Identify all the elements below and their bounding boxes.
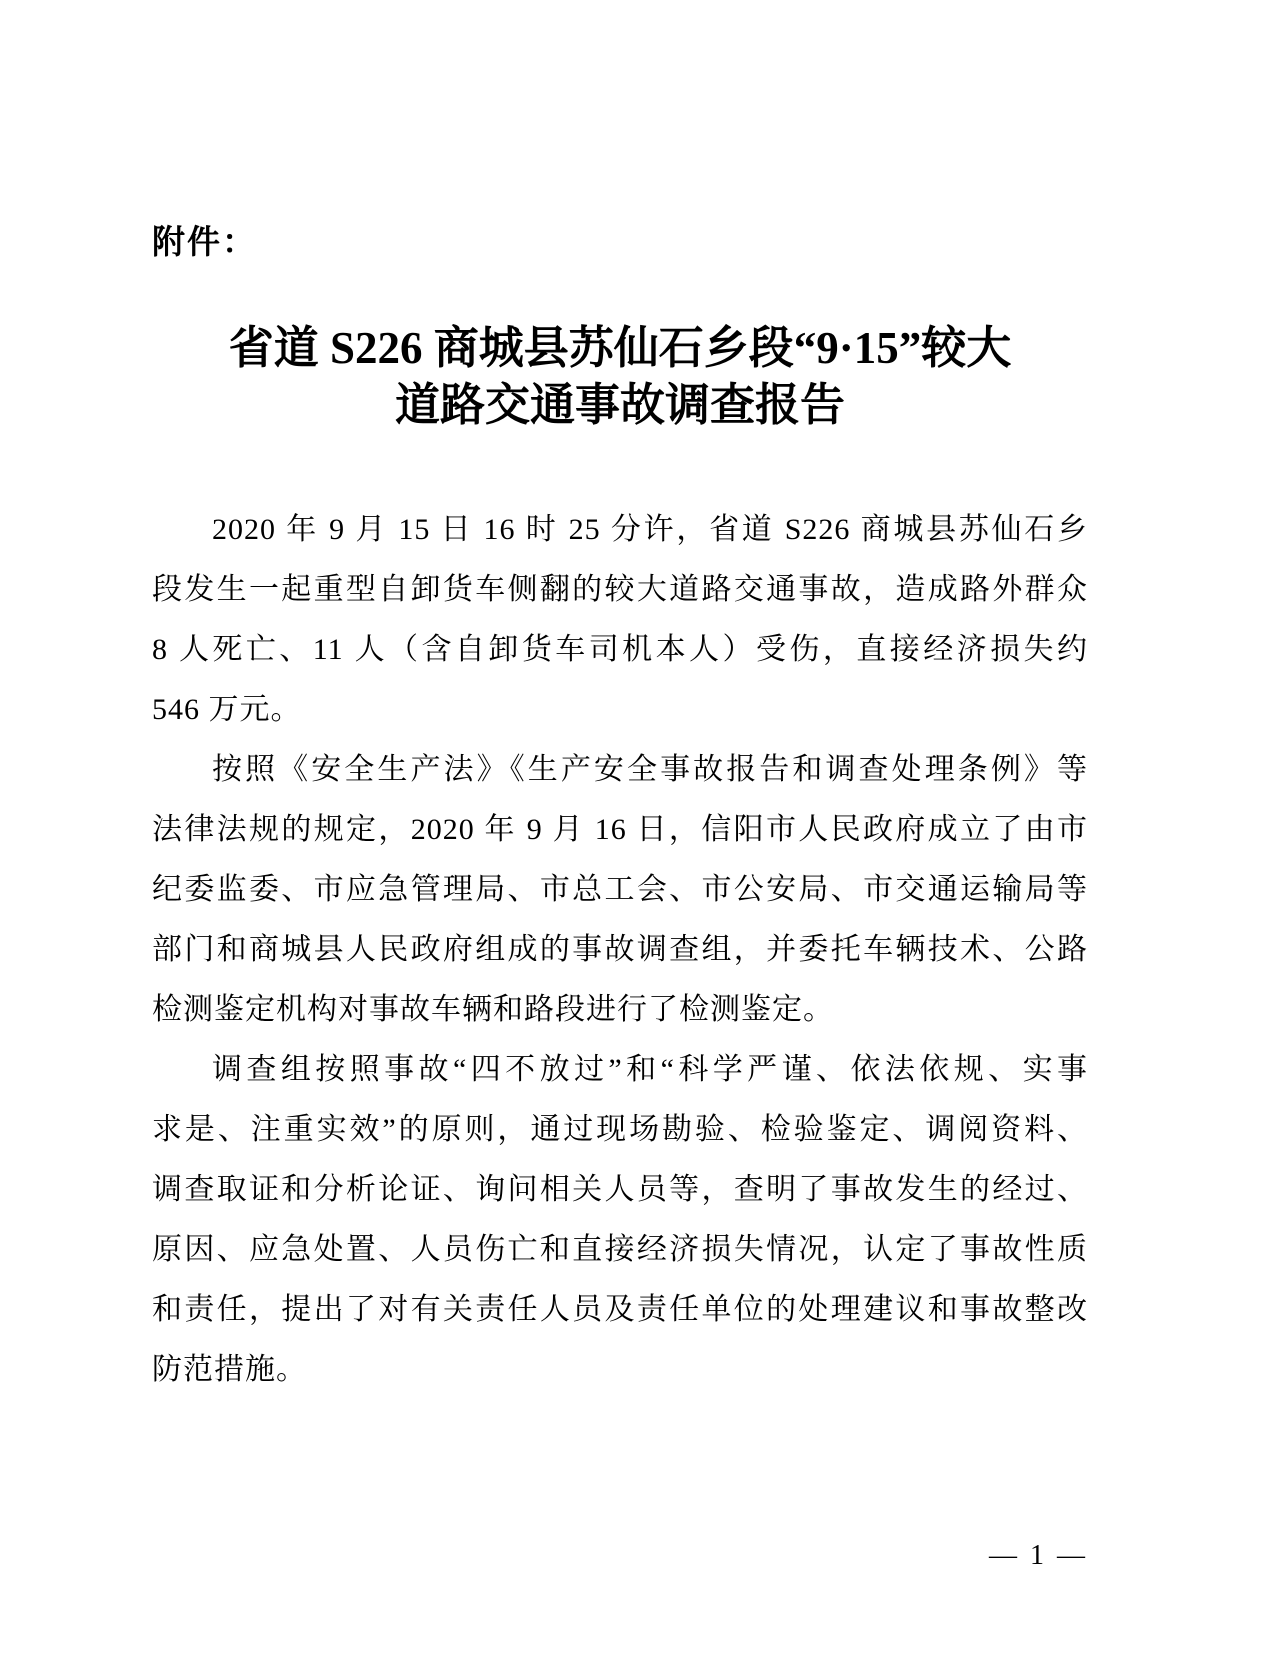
body-line: 纪委监委、市应急管理局、市总工会、市公安局、市交通运输局等 [152,873,1088,906]
document-body [152,500,1088,1400]
page-number: — 1 — [989,1540,1088,1571]
body-line: 调查组按照事故“四不放过”和“科学严谨、依法依规、实事 [212,1053,1088,1086]
body-paragraph [152,1040,1088,1400]
body-line: 求是、注重实效”的原则，通过现场勘验、检验鉴定、调阅资料、 [152,1113,1088,1146]
body-line: 8 人死亡、11 人（含自卸货车司机本人）受伤，直接经济损失约 [152,633,1088,666]
body-line: 按照《安全生产法》《生产安全事故报告和调查处理条例》等 [212,753,1088,786]
document-title-line-1: 省道 S226 商城县苏仙石乡段“9·15”较大 [228,323,1012,373]
body-line: 2020 年 9 月 15 日 16 时 25 分许，省道 S226 商城县苏仙石乡 [212,513,1088,546]
body-paragraph [152,740,1088,1040]
document-title-line-2: 道路交通事故调查报告 [394,380,845,430]
body-line: 防范措施。 [152,1353,307,1386]
body-line: 546 万元。 [152,693,302,726]
body-line: 原因、应急处置、人员伤亡和直接经济损失情况，认定了事故性质 [152,1233,1088,1266]
document-title [152,320,1088,434]
body-line: 法律法规的规定，2020 年 9 月 16 日，信阳市人民政府成立了由市 [152,813,1088,846]
body-paragraph [152,500,1088,740]
body-line: 部门和商城县人民政府组成的事故调查组，并委托车辆技术、公路 [152,933,1088,966]
attachment-label: 附件： [152,225,257,261]
body-line: 检测鉴定机构对事故车辆和路段进行了检测鉴定。 [152,993,834,1026]
body-line: 段发生一起重型自卸货车侧翻的较大道路交通事故，造成路外群众 [152,573,1088,606]
body-line: 调查取证和分析论证、询问相关人员等，查明了事故发生的经过、 [152,1173,1088,1206]
body-line: 和责任，提出了对有关责任人员及责任单位的处理建议和事故整改 [152,1293,1088,1326]
